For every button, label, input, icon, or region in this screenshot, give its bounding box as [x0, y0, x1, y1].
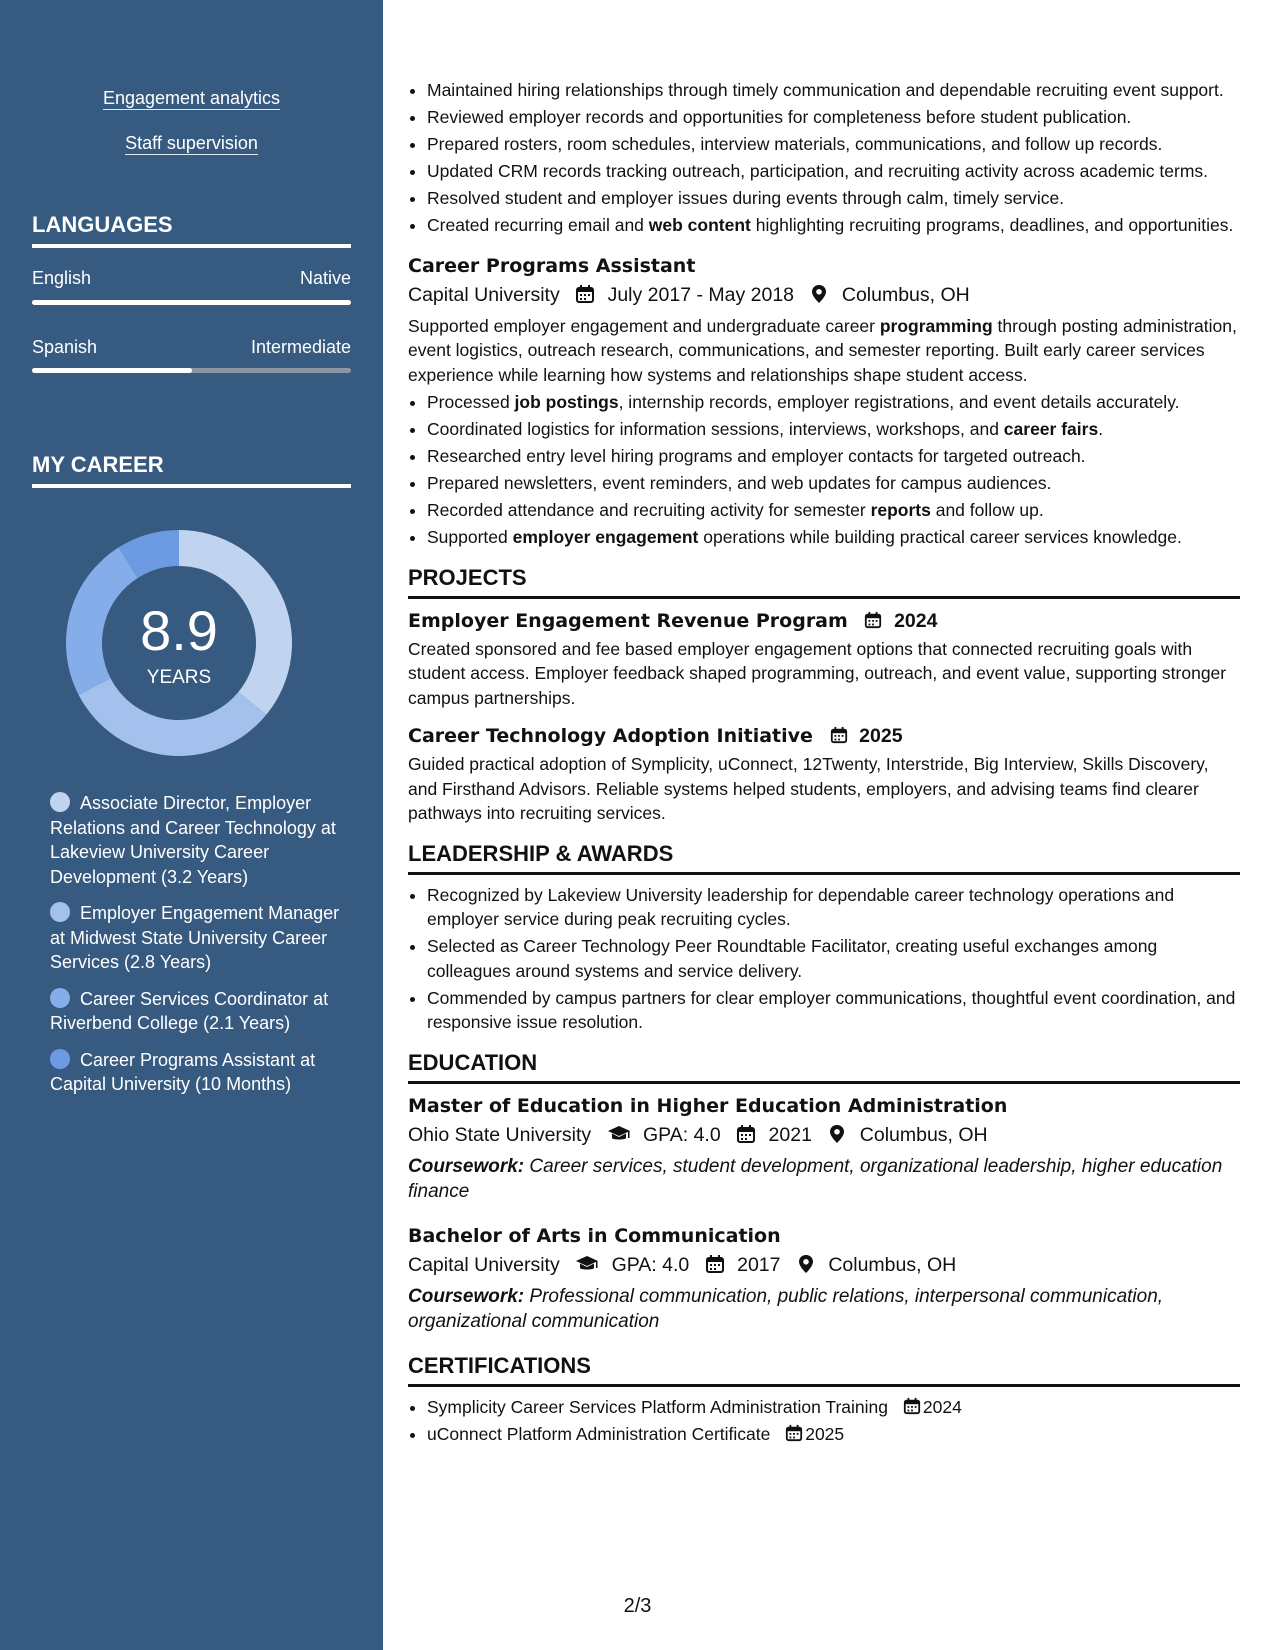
education-heading: EDUCATION	[408, 1049, 1240, 1084]
school-location: Columbus, OH	[859, 1123, 988, 1146]
years-value: 8.9	[140, 599, 218, 662]
certification-name: Symplicity Career Services Platform Administration Training	[427, 1396, 888, 1417]
calendar-icon	[705, 1254, 725, 1274]
language-name: Spanish	[32, 337, 98, 357]
certifications-heading: CERTIFICATIONS	[408, 1352, 1240, 1387]
bullet-item	[427, 213, 1240, 238]
page-number: 2/3	[623, 1595, 652, 1617]
calendar-icon	[736, 1124, 756, 1144]
text-segment: Recorded attendance and recruiting activity for semester	[427, 500, 871, 520]
projects-heading: PROJECTS	[408, 564, 1240, 599]
donut-segment	[79, 678, 267, 756]
bullet-item: • Updated CRM records tracking outreach, participation, and recruiting activity across academic terms.	[427, 159, 1240, 184]
legend-dot-icon	[50, 988, 70, 1008]
calendar-icon	[575, 284, 595, 304]
text-segment: highlighting recruiting programs, deadlines, and opportunities.	[750, 215, 1234, 235]
graduation-cap-icon	[575, 1254, 599, 1274]
job-title: Career Programs Assistant	[408, 254, 696, 277]
career-item-text: Employer Engagement Manager at Midwest State University Career Services (2.8 Years)	[50, 903, 340, 972]
calendar-icon	[864, 611, 882, 629]
languages-heading: LANGUAGES	[32, 212, 351, 248]
bold-segment: reports	[870, 500, 931, 520]
skill-item	[0, 88, 383, 109]
coursework-label: Coursework:	[408, 1285, 525, 1307]
text-segment: operations while building practical career services knowledge.	[698, 527, 1182, 547]
language-level: Native	[299, 268, 351, 288]
career-item-text: Career Services Coordinator at Riverbend College (2.1 Years)	[50, 988, 329, 1033]
bullet-item: • Prepared rosters, room schedules, interview materials, communications, and follow up records.	[427, 132, 1240, 157]
bullet-item: • Resolved student and employer issues during events through calm, timely service.	[427, 186, 1240, 211]
main-content	[408, 78, 1240, 1449]
calendar-icon	[830, 726, 848, 744]
skill-label: Staff supervision	[125, 133, 258, 153]
certification-item	[427, 1395, 1240, 1420]
award-item: • Commended by campus partners for clear employer communications, thoughtful event coordination, and responsive issue resolution.	[427, 986, 1240, 1035]
bullet-item: • Maintained hiring relationships through timely communication and dependable recruiting event support.	[427, 78, 1240, 103]
school-name: Ohio State University	[408, 1123, 592, 1146]
years-label: YEARS	[146, 667, 212, 688]
bullet-item	[427, 444, 1240, 469]
language-row	[32, 268, 351, 289]
project-title-row	[408, 722, 1240, 750]
career-item	[50, 987, 340, 1036]
certifications-list	[408, 1395, 1240, 1447]
bold-segment: employer engagement	[512, 527, 699, 547]
education-meta	[408, 1120, 1240, 1150]
career-item	[50, 791, 340, 889]
bold-segment: job postings	[514, 392, 619, 412]
award-item: • Selected as Career Technology Peer Roundtable Facilitator, creating useful exchanges among colleagues around systems and service delivery.	[427, 934, 1240, 983]
legend-dot-icon	[50, 902, 70, 922]
career-donut-chart	[66, 530, 292, 756]
project-year: 2025	[859, 725, 903, 747]
job-bullets	[408, 390, 1240, 550]
language-bar-fill	[32, 300, 351, 305]
job-meta	[408, 280, 1240, 310]
career-item	[50, 1048, 340, 1097]
text-segment: Prepared newsletters, event reminders, and web updates for campus audiences.	[427, 473, 1052, 493]
text-segment: Coordinated logistics for information sessions, interviews, workshops, and	[427, 419, 1004, 439]
bullet-item	[427, 498, 1240, 523]
language-row	[32, 337, 351, 358]
language-name: English	[32, 268, 92, 288]
text-segment: Supported	[427, 527, 513, 547]
gpa: GPA: 4.0	[611, 1253, 690, 1276]
certification-name: uConnect Platform Administration Certificate	[427, 1423, 771, 1444]
company-name: Capital University	[408, 283, 560, 306]
bold-segment: web content	[648, 215, 751, 235]
job-summary	[408, 314, 1240, 388]
legend-dot-icon	[50, 1049, 70, 1069]
coursework-text: Professional communication, public relations, interpersonal communication, organizational communication	[408, 1285, 1164, 1332]
text-segment: .	[1098, 419, 1104, 439]
coursework-label: Coursework:	[408, 1155, 525, 1177]
location-pin-icon	[827, 1124, 847, 1144]
education-meta	[408, 1250, 1240, 1280]
project-description: Guided practical adoption of Symplicity, uConnect, 12Twenty, Interstride, Big Interview, Skills Discovery, and Firsthand Advisors. Reliable systems helped students, employers, and advising teams find clearer pathways into recruiting services.	[408, 754, 1209, 823]
previous-job-bullets	[408, 78, 1240, 238]
career-heading: MY CAREER	[32, 452, 351, 488]
calendar-icon	[785, 1424, 803, 1442]
text-segment: Supported employer engagement and undergraduate career	[408, 315, 880, 336]
bullet-item	[427, 471, 1240, 496]
school-name: Capital University	[408, 1253, 560, 1276]
job-dates: July 2017 - May 2018	[607, 283, 795, 306]
certification-item	[427, 1422, 1240, 1447]
bold-segment: career fairs	[1003, 419, 1099, 439]
text-segment: Researched entry level hiring programs and employer contacts for targeted outreach.	[427, 446, 1086, 466]
sidebar	[0, 0, 383, 1650]
project-title-row	[408, 607, 1240, 635]
gpa: GPA: 4.0	[643, 1123, 721, 1146]
text-segment: through posting administration, event logistics, outreach research, communications, and semester reporting. Built early career services experience while learning how systems and relationships shape student access.	[408, 315, 1237, 385]
project-year: 2024	[894, 609, 938, 632]
text-segment: Processed	[427, 392, 515, 412]
project-title: Employer Engagement Revenue Program	[408, 609, 848, 632]
graduation-year: 2021	[768, 1123, 812, 1146]
location-pin-icon	[796, 1254, 816, 1274]
legend-dot-icon	[50, 792, 70, 812]
career-list	[50, 791, 340, 1109]
job-location: Columbus, OH	[841, 283, 970, 306]
career-item-text: Associate Director, Employer Relations and Career Technology at Lakeview University Career Development (3.2 Years)	[50, 793, 336, 887]
school-location: Columbus, OH	[828, 1253, 957, 1276]
degree-title: Bachelor of Arts in Communication	[408, 1224, 781, 1247]
bullet-item	[427, 417, 1240, 442]
degree-title: Master of Education in Higher Education Administration	[408, 1094, 1008, 1117]
leadership-list	[408, 883, 1240, 1035]
certification-year: 2024	[922, 1396, 962, 1417]
skill-label: Engagement analytics	[102, 88, 281, 108]
bold-segment: programming	[879, 315, 993, 336]
donut-segment	[66, 548, 138, 695]
bullet-item	[427, 390, 1240, 415]
career-item	[50, 901, 340, 975]
coursework	[408, 1284, 1240, 1334]
language-bar-fill	[32, 368, 192, 373]
text-segment: and follow up.	[930, 500, 1044, 520]
coursework-text: Career services, student development, organizational leadership, higher education finance	[408, 1155, 1223, 1202]
career-item-text: Career Programs Assistant at Capital University (10 Months)	[50, 1049, 316, 1094]
language-bar	[32, 368, 351, 373]
bullet-item	[427, 525, 1240, 550]
calendar-icon	[903, 1397, 921, 1415]
graduation-year: 2017	[737, 1253, 781, 1276]
certification-year: 2025	[805, 1423, 845, 1444]
leadership-heading: LEADERSHIP & AWARDS	[408, 840, 1240, 875]
bullet-item: • Reviewed employer records and opportunities for completeness before student publication.	[427, 105, 1240, 130]
skill-item	[0, 133, 383, 154]
graduation-cap-icon	[607, 1124, 631, 1144]
text-segment: Created recurring email and	[427, 215, 649, 235]
project-description: Created sponsored and fee based employer engagement options that connected recruiting goals with student access. Employer feedback shaped programming, outreach, and event value, supporting stronger campus partnerships.	[408, 638, 1227, 708]
language-bar	[32, 300, 351, 305]
location-pin-icon	[809, 284, 829, 304]
language-level: Intermediate	[250, 337, 351, 357]
project-title: Career Technology Adoption Initiative	[408, 725, 813, 747]
award-item: • Recognized by Lakeview University leadership for dependable career technology operations and employer service during peak recruiting cycles.	[427, 883, 1240, 932]
text-segment: , internship records, employer registrations, and event details accurately.	[618, 392, 1180, 412]
coursework	[408, 1154, 1240, 1204]
